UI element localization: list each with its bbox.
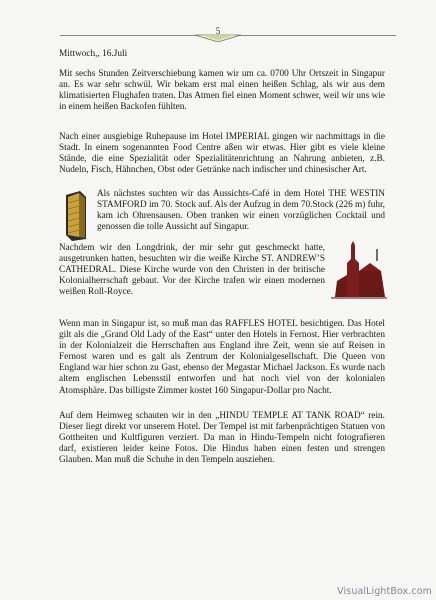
watermark: VisualLightBox.com [337, 586, 432, 597]
st-andrews-cathedral-silhouette [331, 241, 387, 299]
paragraph-westin-stamford: Als nächstes suchten wir das Aussichts-Café in dem Hotel THE WESTIN STAMFORD im 70. Stock auf. Als der Aufzug in dem 70.Stock (226 m) fuhr, kam ich Ohrensausen. Oben tranken wir einen vorzüglichen Cocktail und genossen die tolle Aussicht auf Singapur. [97, 189, 385, 233]
paragraph-raffles-hotel: Wenn man in Singapur ist, so muß man das RAFFLES HOTEL besichtigen. Das Hotel gilt als die „Grand Old Lady of the East“ unter den Hotels in Fernost. Hier verbrachten in der Kolonialzeit die Herrschaften aus England ihre Zeit, wenn sie auf Reisen in Fernost waren und es galt als Zentrum der Kolonialgesellschaft. Die Queen von England war hier schon zu Gast, ebenso der Megastar Michael Jackson. Es wurde nach altem englischen Lebensstil entworfen und hat noch viel von der kolonialen Atomsphäre. Das billigste Zimmer kostet 160 Singapur-Dollar pro Nacht. [59, 319, 385, 396]
paragraph-arrival: Mit sechs Stunden Zeitverschiebung kamen wir um ca. 0700 Uhr Ortszeit in Singapur an. Es war sehr schwül. Wir bekam erst mal einen heißen Schlag, als wir aus dem klimatisierten Flughafen traten. Das Atmen fiel einen Moment schwer, weil wir uns wie in einem heißen Backofen fühlten. [59, 69, 385, 113]
date-line: Mittwoch,, 16.Juli [59, 49, 128, 59]
westin-stamford-tower-illustration [62, 189, 90, 241]
paragraph-hindu-temple: Auf dem Heimweg schauten wir in den „HINDU TEMPLE AT TANK ROAD“ rein. Dieser liegt direkt vor unserem Hotel. Der Tempel ist mit farbenprächtigen Statuen von Gottheiten und Kultfiguren verziert. Da man in Hindu-Tempeln nicht fotografieren darf, existieren leider keine Fotos. Die Hindus haben einen festen und strengen Glauben. Man muß die Schuhe in den Tempeln ausziehen. [59, 411, 385, 466]
page-number: 5 [215, 26, 221, 36]
paragraph-st-andrews-cathedral: Nachdem wir den Longdrink, der mir sehr gut geschmeckt hatte, ausgetrunken hatten, besuchten wir die weiße Kirche ST. ANDREW’S CATHEDRAL. Diese Kirche wurde von den Christen in der britische Kolonialherrschaft gebaut. Vor der Kirche trafen wir einen modernen weißen Roll-Royce. [59, 243, 325, 298]
paragraph-food-centre: Nach einer ausgiebige Ruhepause im Hotel IMPERIAL gingen wir nachmittags in die Stadt. In einem sogenannten Food Centre aßen wir etwas. Hier gibt es viele kleine Stände, die eine Spezialität oder Spezialitätenrichtung an Nahrung anbieten, z.B. Nudeln, Fisch, Hähnchen, Obst oder Getränke nach indischer und chinesischer Art. [59, 132, 385, 176]
